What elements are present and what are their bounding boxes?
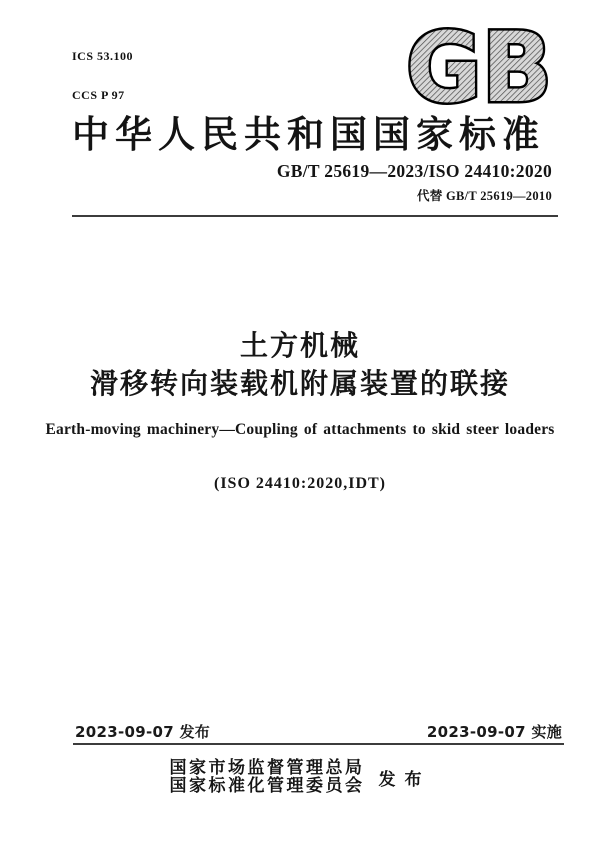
implementation-date: 2023-09-07 实施 [426,723,562,741]
publisher-line1: 国家市场监督管理总局 [169,758,365,777]
document-title-cn [0,327,600,403]
gb-logo-text: GB [406,22,552,106]
iso-reference: (ISO 24410:2020,IDT) [213,475,386,492]
publisher-names [170,759,365,795]
publish-label: 发布 [378,769,431,789]
gb-logo-icon [404,22,554,106]
superseded-standard-note: 代替 GB/T 25619—2010 [416,189,552,203]
document-title-en: Earth-moving machinery—Coupling of attachments to skid steer loaders [45,421,555,438]
national-standard-heading: 中华人民共和国国家标准 [72,115,545,156]
ics-code: ICS 53.100 [72,49,134,63]
publisher-line2: 国家标准化管理委员会 [169,776,365,795]
issue-date: 2023-09-07 发布 [75,723,211,741]
standard-number-block [277,161,552,204]
title-cn-line1: 土方机械 [239,329,360,362]
title-cn-line2: 滑移转向装载机附属装置的联接 [89,367,510,400]
footer-divider-line [73,743,564,745]
date-row [75,721,562,742]
standard-number: GB/T 25619—2023/ISO 24410:2020 [276,161,552,181]
header-divider-line [72,215,558,217]
ccs-code: CCS P 97 [72,88,125,102]
publisher-block [0,759,600,795]
